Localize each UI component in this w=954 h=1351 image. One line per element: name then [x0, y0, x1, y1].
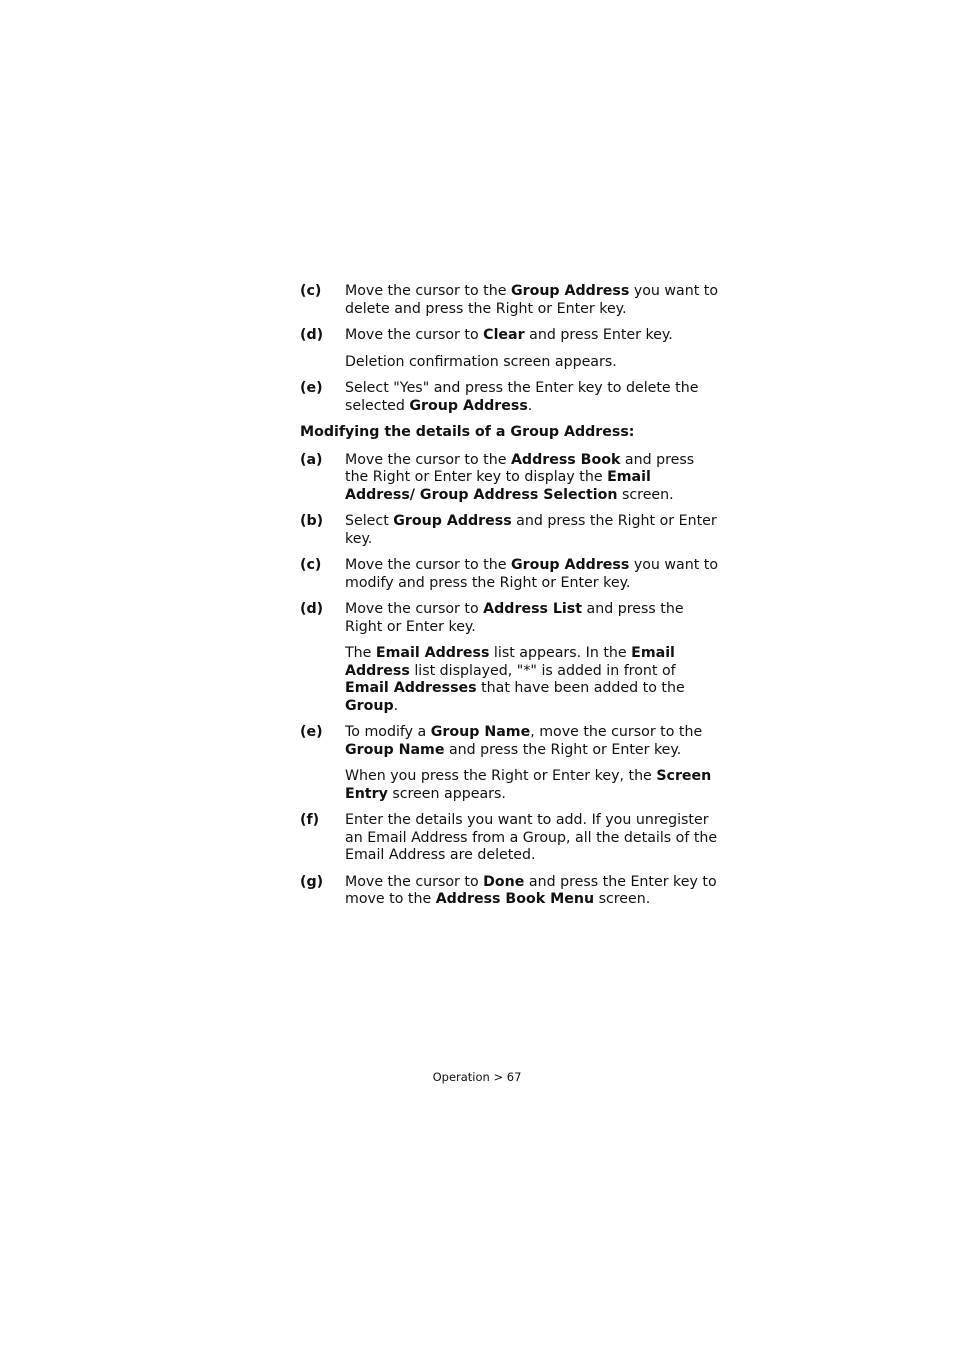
step-modify-f: [300, 812, 720, 865]
delete-steps: [300, 283, 720, 415]
step-modify-e: [300, 724, 720, 759]
step-delete-d: [300, 327, 720, 345]
step-label: (e): [300, 380, 323, 396]
step-text: Select Group Address and press the Right or Enter key.: [345, 513, 717, 547]
step-modify-b: [300, 513, 720, 548]
step-modify-a: [300, 452, 720, 505]
step-note: Deletion confirmation screen appears.: [345, 353, 617, 370]
step-note: The Email Address list appears. In the Email Address list displayed, "*" is added in front of Email Addresses that have been added to the Group.: [345, 645, 685, 714]
step-label: (g): [300, 873, 324, 890]
step-delete-c: [300, 283, 720, 318]
step-label: (d): [300, 327, 324, 343]
step-label: (d): [300, 601, 324, 617]
step-modify-d: [300, 601, 720, 636]
step-text: Move the cursor to Done and press the Enter key to move to the Address Book Menu screen.: [345, 873, 717, 907]
step-label: (e): [300, 724, 323, 740]
step-text: Move the cursor to the Group Address you want to delete and press the Right or Enter key.: [345, 283, 719, 317]
step-label: (c): [300, 557, 322, 573]
step-text: Move the cursor to the Group Address you want to modify and press the Right or Enter key.: [345, 557, 719, 591]
step-text: Select "Yes" and press the Enter key to delete the selected Group Address.: [345, 380, 699, 414]
step-text: Move the cursor to the Address Book and press the Right or Enter key to display the Email Address/ Group Address Selection screen.: [345, 451, 695, 503]
step-modify-c: [300, 557, 720, 592]
step-label: (c): [300, 283, 322, 299]
step-text: Move the cursor to Address List and press the Right or Enter key.: [345, 601, 684, 635]
step-modify-g: [300, 874, 720, 909]
step-label: (a): [300, 451, 323, 468]
page-footer: Operation > 67: [432, 1070, 522, 1084]
modify-steps: [300, 452, 720, 909]
step-text: To modify a Group Name, move the cursor to the Group Name and press the Right or Enter key.: [345, 724, 703, 758]
document-body: [300, 283, 720, 918]
step-text: Move the cursor to Clear and press Enter key.: [345, 327, 673, 343]
step-label: (f): [300, 812, 320, 828]
step-delete-e: [300, 380, 720, 415]
section-heading: Modifying the details of a Group Address:: [300, 424, 635, 440]
step-text: Enter the details you want to add. If you unregister an Email Address from a Group, all the details of the Email Address are deleted.: [345, 812, 718, 863]
step-label: (b): [300, 513, 324, 529]
step-note: When you press the Right or Enter key, the Screen Entry screen appears.: [345, 768, 712, 802]
